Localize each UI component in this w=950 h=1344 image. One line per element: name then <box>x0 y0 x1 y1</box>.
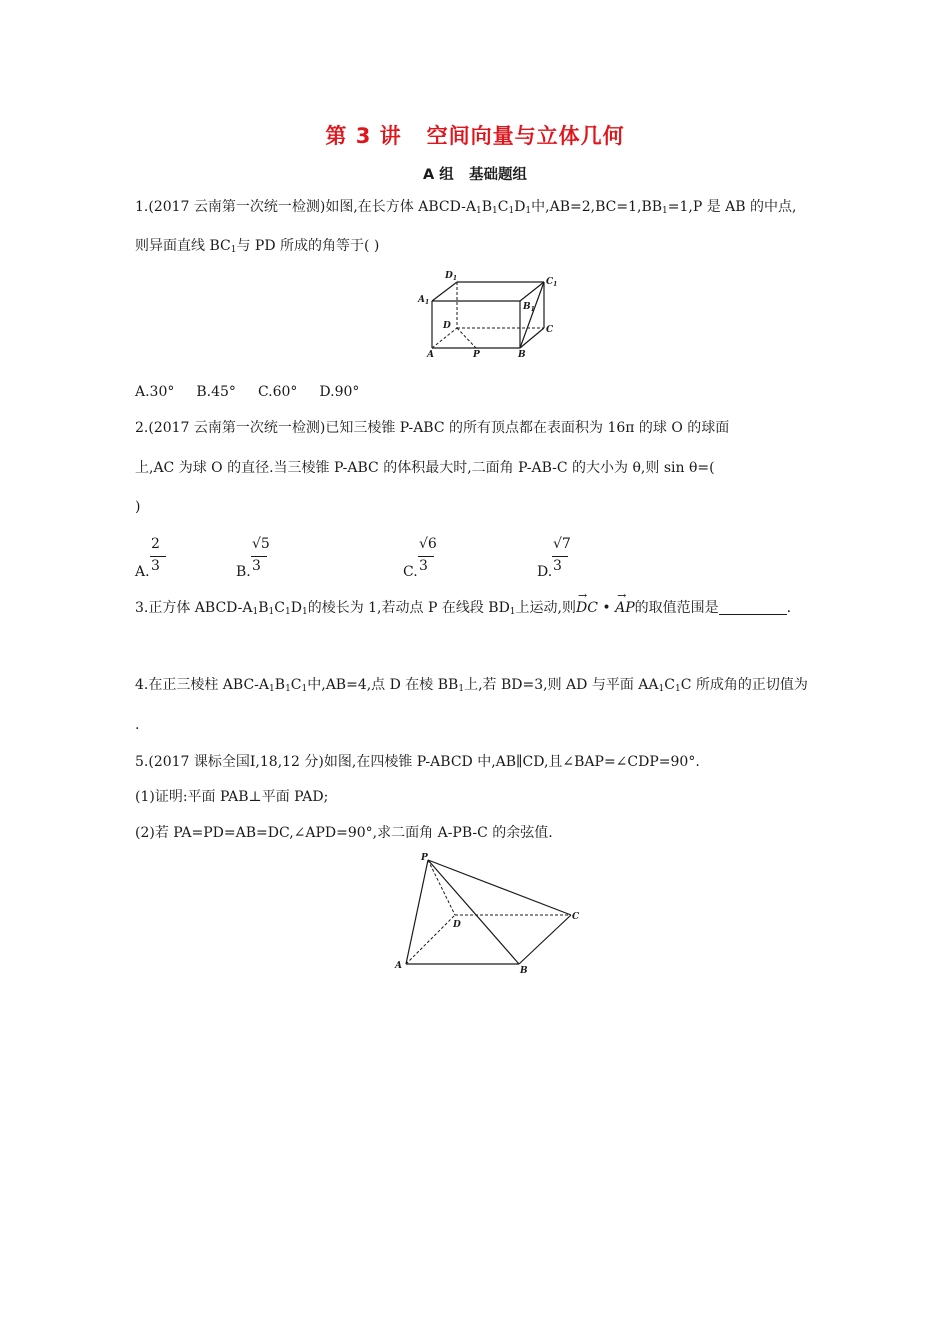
q2-stem-line3: ) <box>135 499 141 515</box>
q1-label-B: B <box>518 350 526 360</box>
q3-stem: 3.正方体 ABCD-$A_1B_1C_1D_1$的棱长为 1,若动点 P 在线段 $BD_1$上运动,则→ DC • → AP的取值范围是 . <box>135 598 791 622</box>
q1-stem: 1.(2017 云南第一次统一检测)如图,在长方体 ABCD-$A_1B_1C_1D_1$中$,AB=2,BC=1,BB_1=1,P$ 是 AB 的中点, <box>135 199 797 216</box>
vector-ap: → AP <box>615 598 635 618</box>
dot-operator: • <box>602 600 611 616</box>
q5-part1: (1)证明:平面 PAB⊥平面 PAD; <box>135 789 329 805</box>
q1-label-C1: $C_1$ <box>546 277 558 288</box>
q1-option-d: D.90° <box>319 384 360 400</box>
q1-option-c: C.60° <box>257 384 298 400</box>
q1-label-C: C <box>546 325 554 335</box>
page-title: 第 3 讲 空间向量与立体几何 <box>325 124 625 148</box>
q1-label-D: D <box>443 321 451 331</box>
q1-label-A1: $A_1$ <box>418 295 430 306</box>
q1-label-B1: $B_1$ <box>523 302 535 313</box>
q2-stem-line2: 上,AC 为球 O 的直径.当三棱锥 P-ABC 的体积最大时,二面角 P-AB-C 的大小为 θ,则 sin θ=( <box>135 460 715 476</box>
q1-stem-line2: 则异面直线 $BC_1$与 PD 所成的角等于( ) <box>135 238 380 255</box>
q4-stem-line2: . <box>135 717 140 733</box>
q1-label-A: A <box>427 350 434 360</box>
q5-label-B: B <box>520 966 528 976</box>
q1-label-P: P <box>473 350 480 360</box>
q5-label-C: C <box>572 912 580 922</box>
q1-label-D1: $D_1$ <box>445 271 457 282</box>
section-subtitle: A 组 基础题组 <box>423 167 527 183</box>
answer-blank <box>719 600 787 615</box>
q4-stem: 4.在正三棱柱 ABC-$A_1B_1C_1$中,AB=4,点 D 在棱 $BB_1$上,若 BD=3,则 AD 与平面 $AA_1C_1C$ 所成角的正切值为 <box>135 677 808 694</box>
q5-part2: (2)若 PA=PD=AB=DC,∠APD=90°,求二面角 A-PB-C 的余弦值. <box>135 825 553 841</box>
q1-cuboid-figure <box>410 265 560 365</box>
q1-options <box>135 382 381 402</box>
q2-stem-line1: 2.(2017 云南第一次统一检测)已知三棱锥 P-ABC 的所有顶点都在表面积为 16π 的球 O 的球面 <box>135 420 730 436</box>
q5-label-D: D <box>453 920 461 930</box>
q1-option-a: A.30° <box>135 384 175 400</box>
q5-label-A: A <box>395 961 402 971</box>
vector-dc: → DC <box>576 598 598 618</box>
q5-label-P: P <box>421 853 428 863</box>
q5-pyramid-figure <box>385 848 585 978</box>
q5-stem: 5.(2017 课标全国Ⅰ,18,12 分)如图,在四棱锥 P-ABCD 中,AB∥CD,且∠BAP=∠CDP=90°. <box>135 754 700 770</box>
q1-option-b: B.45° <box>196 384 236 400</box>
